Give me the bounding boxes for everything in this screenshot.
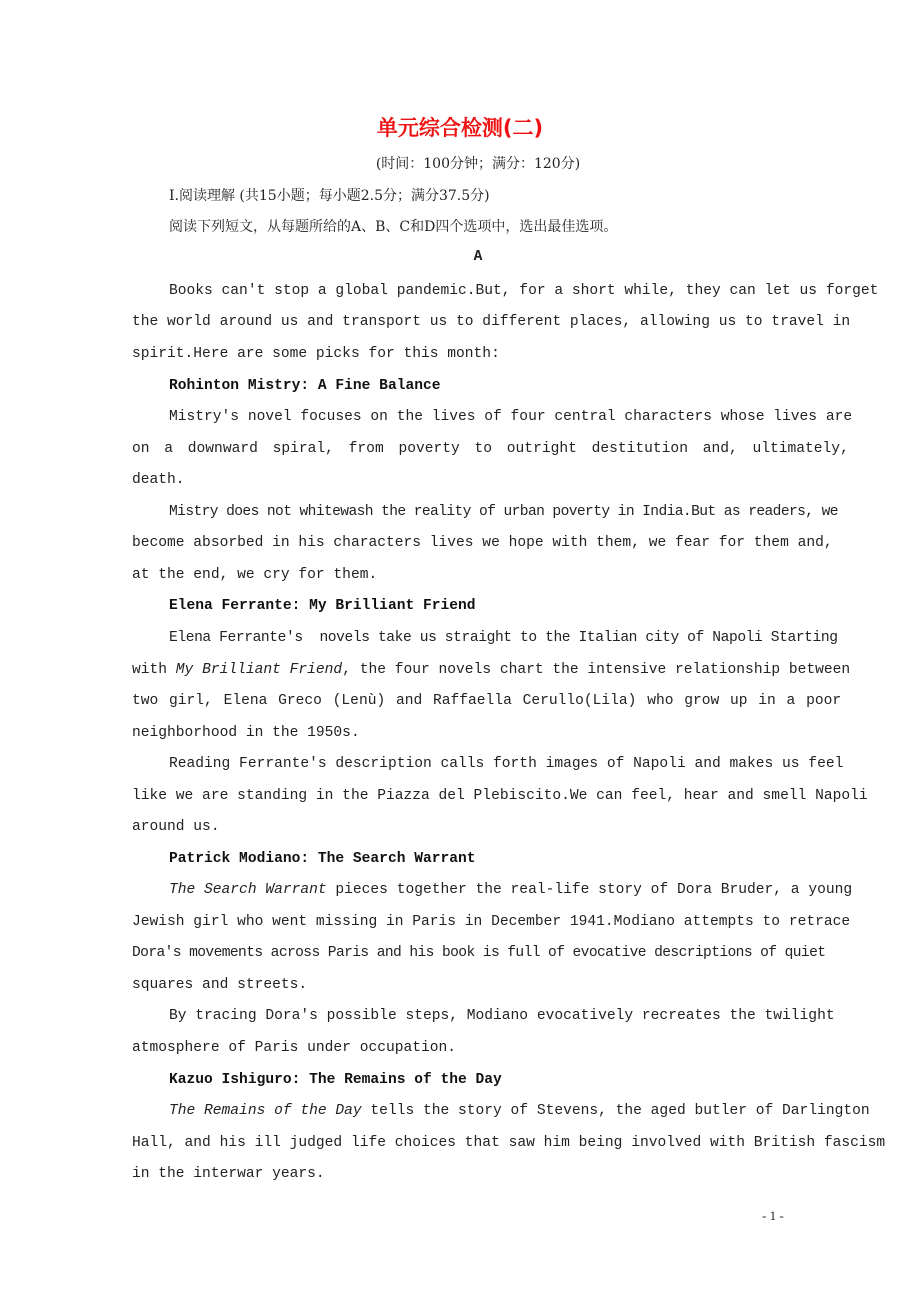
paragraph-line (132, 660, 850, 680)
book-heading: Rohinton Mistry: A Fine Balance (169, 378, 441, 394)
paragraph-line: Dora's movements across Paris and his book is full of evocative descriptions of quiet (132, 945, 826, 961)
text: , the four novels chart the intensive relationship between (342, 662, 851, 678)
book-heading: Elena Ferrante: My Brilliant Friend (169, 598, 476, 614)
paragraph-line: By tracing Dora's possible steps, Modiano evocatively recreates the twilight (169, 1008, 835, 1024)
text: with (132, 662, 176, 678)
paragraph-line: Mistry does not whitewash the reality of urban poverty in India.But as readers, we (169, 504, 838, 520)
paragraph-line: squares and streets. (132, 977, 308, 993)
page-number: - 1 - (762, 1208, 784, 1223)
paragraph-line: like we are standing in the Piazza del Plebiscito.We can feel, hear and smell Napoli (132, 788, 868, 804)
paragraph-line: at the end, we cry for them. (132, 567, 378, 583)
paragraph-line: around us. (132, 819, 220, 835)
book-heading: Kazuo Ishiguro: The Remains of the Day (169, 1072, 502, 1088)
passage-label: A (473, 249, 483, 265)
book-heading: Patrick Modiano: The Search Warrant (169, 851, 476, 867)
book-title-italic: The Remains of the Day (169, 1103, 362, 1119)
intro-line: Books can't stop a global pandemic.But, for a short while, they can let us forget (169, 283, 879, 299)
book-title-italic: The Search Warrant (169, 882, 327, 898)
paragraph-line: Elena Ferrante's novels take us straight to the Italian city of Napoli Starting (169, 630, 838, 646)
paragraph-line (169, 1101, 870, 1121)
paragraph-line: in the interwar years. (132, 1166, 325, 1182)
paragraph-line: on a downward spiral, from poverty to outright destitution and, ultimately, (132, 441, 849, 457)
paragraph-line: atmosphere of Paris under occupation. (132, 1040, 457, 1056)
intro-line: the world around us and transport us to different places, allowing us to travel in (132, 314, 851, 330)
paragraph-line: Jewish girl who went missing in Paris in December 1941.Modiano attempts to retrace (132, 914, 851, 930)
section-heading: Ⅰ.阅读理解 (共15小题；每小题2.5分；满分37.5分) (169, 188, 490, 204)
book-title-italic: My Brilliant Friend (175, 662, 343, 678)
exam-time-score: (时间：100分钟；满分：120分) (375, 156, 581, 172)
text: tells the story of Stevens, the aged butler of Darlington (361, 1103, 870, 1119)
paragraph-line: become absorbed in his characters lives we hope with them, we fear for them and, (132, 535, 833, 551)
paragraph-line: death. (132, 472, 185, 488)
paragraph-line: Hall, and his ill judged life choices that saw him being involved with British fascism (132, 1135, 886, 1151)
paragraph-line (169, 880, 852, 900)
paragraph-line: neighborhood in the 1950s. (132, 725, 360, 741)
paragraph-line: Reading Ferrante's description calls forth images of Napoli and makes us feel (169, 756, 844, 772)
instructions: 阅读下列短文，从每题所给的A、B、C和D四个选项中，选出最佳选项。 (169, 219, 618, 235)
document-title: 单元综合检测(二) (376, 116, 544, 140)
paragraph-line: Mistry's novel focuses on the lives of four central characters whose lives are (169, 409, 853, 425)
paragraph-line: two girl, Elena Greco (Lenù) and Raffaella Cerullo(Lila) who grow up in a poor (132, 693, 842, 709)
text: pieces together the real-life story of Dora Bruder, a young (326, 882, 853, 898)
intro-line: spirit.Here are some picks for this month: (132, 346, 500, 362)
